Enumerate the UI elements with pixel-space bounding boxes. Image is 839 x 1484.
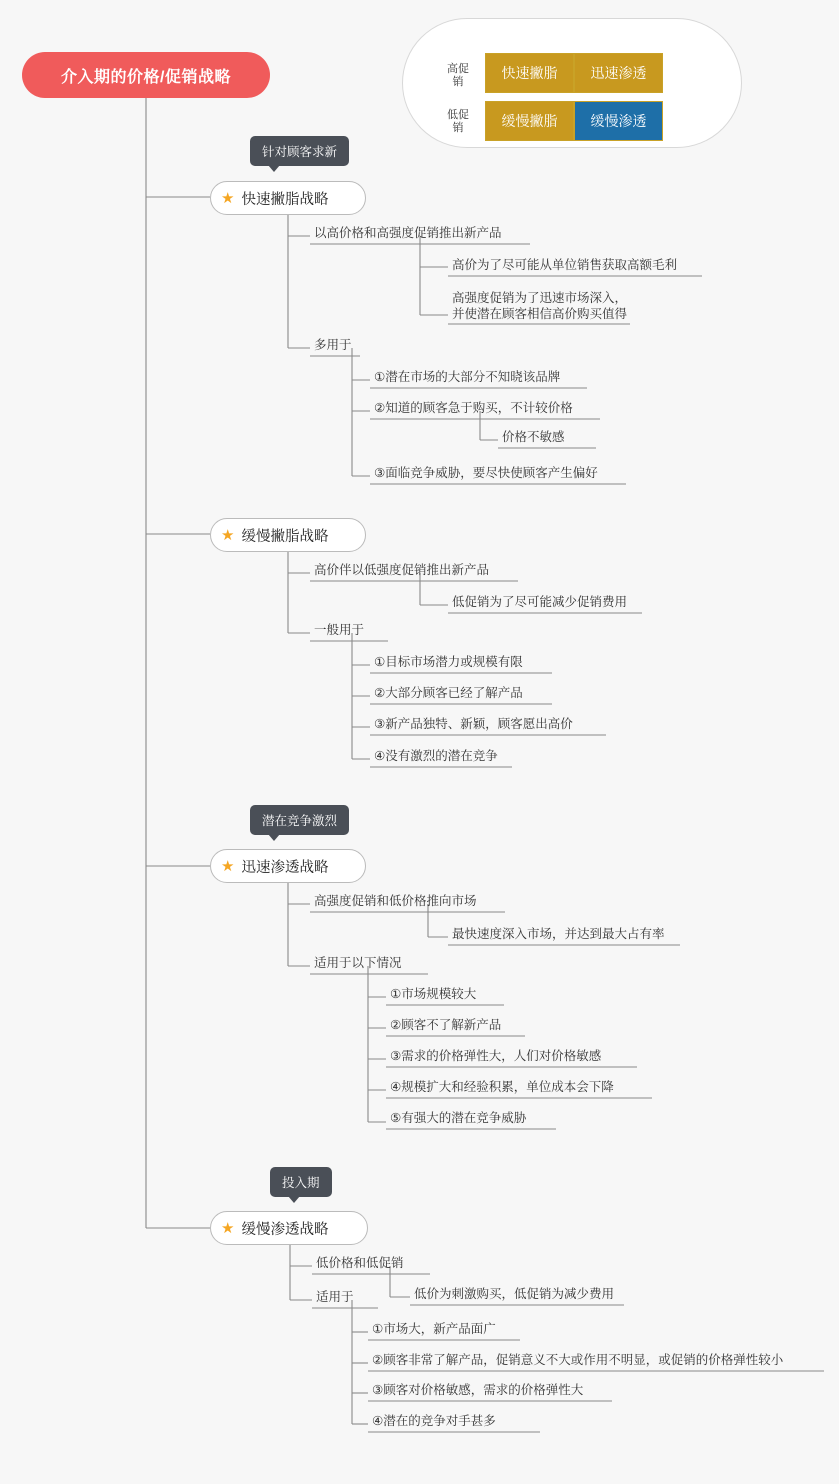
leaf-2-1: 高价伴以低强度促销推出新产品 <box>314 563 490 577</box>
branch-label: 缓慢渗透战略 <box>241 1221 329 1238</box>
leaf-1-3 <box>452 290 627 325</box>
leaf-3-3: 适用于以下情况 <box>314 956 402 970</box>
leaf-2-6: ③新产品独特、新颖，顾客愿出高价 <box>374 717 573 731</box>
leaf-1-7: 价格不敏感 <box>502 430 565 444</box>
tag-introduction-stage[interactable]: 投入期 <box>270 1167 332 1197</box>
branch-slow-penetration[interactable] <box>210 1211 368 1245</box>
leaf-1-4: 多用于 <box>314 338 352 352</box>
star-icon: ★ <box>221 526 235 544</box>
leaf-1-1: 以高价格和高强度促销推出新产品 <box>314 226 502 240</box>
branch-slow-skimming[interactable] <box>210 518 366 552</box>
leaf-2-5: ②大部分顾客已经了解产品 <box>374 686 523 700</box>
root-node[interactable] <box>22 52 270 98</box>
matrix-inner <box>403 19 742 148</box>
leaf-3-2: 最快速度深入市场，并达到最大占有率 <box>452 927 665 941</box>
leaf-3-5: ②顾客不了解新产品 <box>390 1018 502 1032</box>
leaf-1-3-line1: 高强度促销为了迅速市场深入， <box>452 291 628 305</box>
leaf-4-1: 低价格和低促销 <box>316 1256 404 1270</box>
leaf-4-5: ②顾客非常了解产品，促销意义不大或作用不明显，或促销的价格弹性较小 <box>372 1353 784 1367</box>
tag-customer-novelty[interactable]: 针对顾客求新 <box>250 136 349 166</box>
leaf-3-4: ①市场规模较大 <box>390 987 477 1001</box>
root-label: 介入期的价格/促销战略 <box>61 68 231 86</box>
branch-label: 缓慢撇脂战略 <box>241 528 329 545</box>
leaf-2-2: 低促销为了尽可能减少促销费用 <box>452 595 628 609</box>
branch-label: 迅速渗透战略 <box>241 859 329 876</box>
matrix-cell-slow-skimming: 缓慢撇脂 <box>485 101 574 141</box>
leaf-4-3: 适用于 <box>316 1290 354 1304</box>
matrix-row-head-low-promo: 低促销 <box>447 109 469 134</box>
matrix-card <box>402 18 742 148</box>
matrix-cell-rapid-skimming: 快速撇脂 <box>485 53 574 93</box>
tag-intense-competition[interactable]: 潜在竞争激烈 <box>250 805 349 835</box>
leaf-2-3: 一般用于 <box>314 623 365 637</box>
leaf-4-7: ④潜在的竞争对手甚多 <box>372 1414 496 1428</box>
matrix-cell-slow-penetration: 缓慢渗透 <box>574 101 663 141</box>
leaf-2-7: ④没有激烈的潜在竞争 <box>374 749 498 763</box>
leaf-4-6: ③顾客对价格敏感，需求的价格弹性大 <box>372 1383 584 1397</box>
branch-label: 快速撇脂战略 <box>241 191 329 208</box>
leaf-3-7: ④规模扩大和经验积累，单位成本会下降 <box>390 1080 614 1094</box>
matrix-row-head-high-promo: 高促销 <box>447 63 469 88</box>
leaf-4-4: ①市场大，新产品面广 <box>372 1322 496 1336</box>
leaf-1-8: ③面临竞争威胁，要尽快使顾客产生偏好 <box>374 466 598 480</box>
star-icon: ★ <box>221 1219 235 1237</box>
leaf-1-6: ②知道的顾客急于购买，不计较价格 <box>374 401 573 415</box>
star-icon: ★ <box>221 857 235 875</box>
leaf-3-1: 高强度促销和低价格推向市场 <box>314 894 477 908</box>
star-icon: ★ <box>221 189 235 207</box>
branch-rapid-skimming[interactable] <box>210 181 366 215</box>
leaf-4-2: 低价为刺激购买，低促销为减少费用 <box>414 1287 615 1301</box>
leaf-1-3-line2: 并使潜在顾客相信高价购买值得 <box>452 307 628 321</box>
leaf-1-2: 高价为了尽可能从单位销售获取高额毛利 <box>452 258 678 272</box>
matrix-cell-rapid-penetration: 迅速渗透 <box>574 53 663 93</box>
leaf-1-5: ①潜在市场的大部分不知晓该品牌 <box>374 370 561 384</box>
leaf-3-8: ⑤有强大的潜在竞争威胁 <box>390 1111 527 1125</box>
branch-rapid-penetration[interactable] <box>210 849 366 883</box>
leaf-3-6: ③需求的价格弹性大，人们对价格敏感 <box>390 1049 602 1063</box>
leaf-2-4: ①目标市场潜力或规模有限 <box>374 655 523 669</box>
